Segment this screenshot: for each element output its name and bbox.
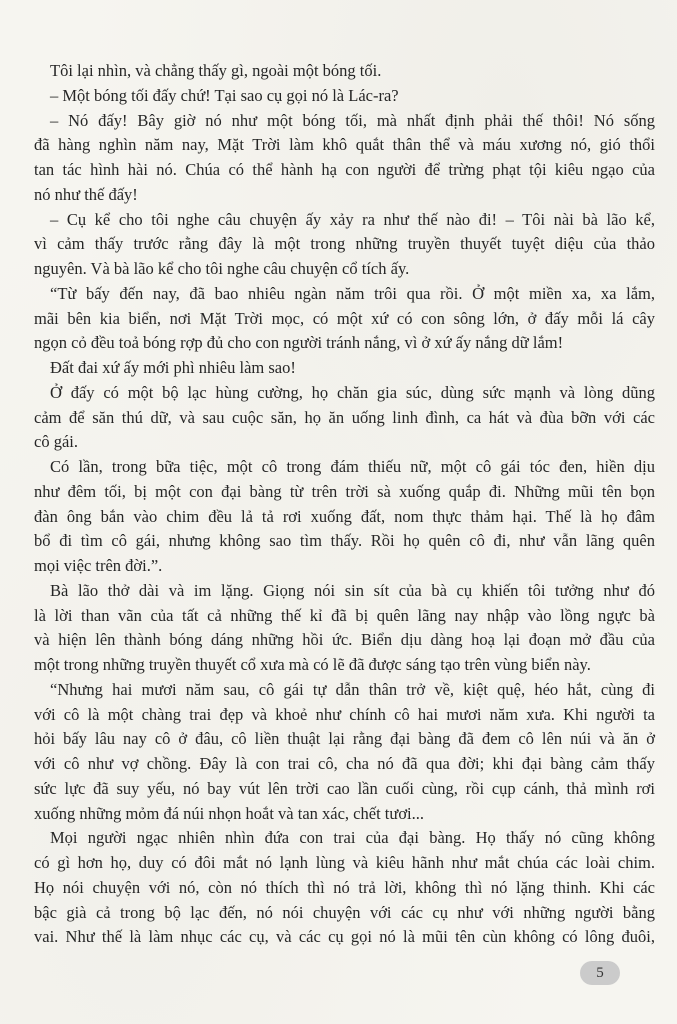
- text-line: bậc già cả trong bộ lạc đến, nó nói chuyện với các cụ như với những người bằng: [34, 902, 655, 922]
- paragraph: [34, 579, 655, 678]
- text-line: vì cảm thấy trước rằng đây là một trong những truyền thuyết tuyệt diệu của thảo: [34, 234, 655, 254]
- text-line: Tôi lại nhìn, và chẳng thấy gì, ngoài một bóng tối.: [50, 61, 382, 80]
- paragraph: [34, 109, 655, 208]
- text-line: vai. Như thế là làm nhục các cụ, và các cụ gọi nó là mũi tên cùn không có lông đuôi,: [34, 927, 655, 947]
- text-line: đã hàng nghìn năm nay, Mặt Trời làm khô quắt thân thể và máu xương nó, gió thổi: [34, 135, 655, 155]
- text-line: cô gái.: [34, 432, 78, 452]
- text-line: xuống những mỏm đá núi nhọn hoắt và tan xác, chết tươi...: [34, 803, 424, 823]
- text-line: “Nhưng hai mươi năm sau, cô gái tự dẫn thân trở về, kiệt quệ, héo hắt, cùng đi: [50, 679, 655, 699]
- text-line: ngọn cỏ đều toả bóng rợp đủ cho con người tránh nắng, vì ở xứ ấy nắng dữ lắm!: [34, 333, 564, 353]
- paragraph: [34, 455, 655, 579]
- text-line: – Nó đấy! Bây giờ nó như một bóng tối, mà nhất định phải thế thôi! Nó sống: [50, 110, 655, 130]
- page-body-text: [34, 59, 655, 950]
- text-line: mãi bên kia biển, nơi Mặt Trời mọc, có một xứ có con sông lớn, ở đấy mỗi lá cây: [34, 308, 655, 328]
- text-line: tan tác hình hài nó. Chúa có thể hành hạ con người để trừng phạt tội kiêu ngạo của: [34, 160, 655, 179]
- page-number: 5: [580, 961, 620, 985]
- text-line: hỏi bấy lâu nay cô ở đâu, cô liền thuật lại rằng đại bàng đã đem cô lên núi và ăn ở: [34, 729, 655, 749]
- text-line: – Cụ kể cho tôi nghe câu chuyện ấy xảy ra như thế nào đi! – Tôi nài bà lão kể,: [50, 209, 655, 229]
- text-line: “Từ bấy đến nay, đã bao nhiêu ngàn năm trôi qua rồi. Ở một miền xa, xa lắm,: [50, 283, 655, 303]
- text-line: đàn ông bắn vào chim đều lả tả rơi xuống đất, nom thực thảm hại. Thế là họ đâm: [34, 506, 655, 526]
- text-line: một trong những truyền thuyết cổ xưa mà có lẽ đã được sáng tạo trên vùng biển này.: [34, 655, 591, 674]
- text-line: Đất đai xứ ấy mới phì nhiêu làm sao!: [50, 358, 296, 377]
- text-line: với cô như vợ chồng. Đây là con trai cô, cha nó đã qua đời; khi đại bàng cảm thấy: [34, 754, 655, 773]
- text-line: sức lực đã suy yếu, nó bay vút lên trời cao lần cuối cùng, rồi cụp cánh, thả mình rơi: [34, 778, 655, 798]
- text-line: Ở đấy có một bộ lạc hùng cường, họ chăn gia súc, dùng sức mạnh và lòng dũng: [50, 382, 655, 402]
- paragraph: [34, 282, 655, 356]
- text-line: là lời than vãn của tất cả những thế kỉ đã bị quên lãng nay nhập vào lồng ngực bà: [34, 605, 655, 625]
- text-line: nó như thế đấy!: [34, 184, 138, 204]
- text-line: như đêm tối, bị một con đại bàng từ trên trời sà xuống quắp đi. Những mũi tên bọn: [34, 481, 655, 501]
- text-line: bổ đi tìm cô gái, nhưng không sao tìm thấy. Rồi họ quên cô đi, như vẫn lãng quên: [34, 531, 655, 551]
- text-line: Họ nói chuyện với nó, còn nó thích thì nó trả lời, không thì nó lặng thinh. Khi các: [34, 877, 655, 897]
- text-line: mọi việc trên đời.”.: [34, 556, 163, 575]
- paragraph: [34, 84, 655, 109]
- paragraph: [34, 678, 655, 827]
- text-line: và hiện lên thành bóng dáng những hồi ức. Biển dịu dàng hoạ lại đoạn mở đầu của: [34, 630, 655, 650]
- text-line: có gì hơn họ, duy có đôi mắt nó lạnh lùng và kiêu hãnh như mắt chúa các loài chim.: [34, 853, 655, 872]
- paragraph: [34, 826, 655, 950]
- text-line: Bà lão thở dài và im lặng. Giọng nói sin sít của bà cụ khiến tôi tưởng như đó: [50, 580, 655, 600]
- paragraph: [34, 356, 655, 381]
- text-line: Mọi người ngạc nhiên nhìn đứa con trai của đại bàng. Họ thấy nó cũng không: [50, 828, 655, 848]
- paragraph: [34, 381, 655, 455]
- text-line: – Một bóng tối đấy chứ! Tại sao cụ gọi nó là Lác-ra?: [50, 85, 399, 105]
- text-line: cảm để săn thú dữ, và sau cuộc săn, họ ăn uống linh đình, ca hát và đùa bỡn với các: [34, 407, 655, 427]
- paragraph: [34, 59, 655, 84]
- paragraph: [34, 208, 655, 282]
- text-line: Có lần, trong bữa tiệc, một cô trong đám thiếu nữ, một cô gái tóc đen, hiền dịu: [50, 457, 655, 476]
- text-line: nguyên. Và bà lão kể cho tôi nghe câu chuyện cổ tích ấy.: [34, 259, 410, 278]
- text-line: với cô là một chàng trai đẹp và khoẻ như chính cô hai mươi năm xưa. Khi người ta: [34, 704, 655, 724]
